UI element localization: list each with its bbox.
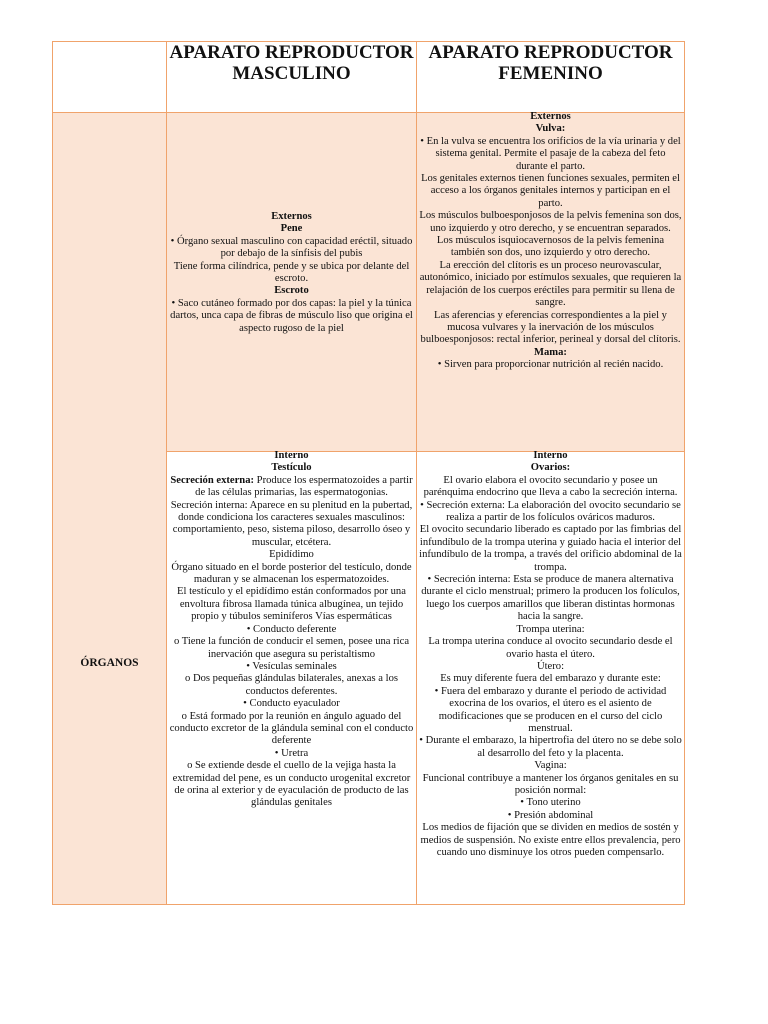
utero-title: Útero: [536, 660, 565, 672]
utero-bullet-2: • Durante el embarazo, la hipertrofia del útero no se debe solo al desarrollo del feto y la placenta. [419, 735, 682, 760]
mama-bullet: • Sirven para proporcionar nutrición al recién nacido. [419, 359, 682, 371]
female-internal-cell [417, 452, 685, 905]
male-external-cell [167, 113, 417, 452]
ovarios-title: Ovarios: [530, 462, 571, 474]
testiculo-title: Testículo [271, 462, 312, 474]
female-external-heading: Externos [530, 111, 571, 122]
deferente-title: • Conducto deferente [169, 624, 414, 636]
vagina-text: Funcional contribuye a mantener los órganos genitales en su posición normal: [422, 772, 679, 796]
epididimo-text: Órgano situado en el borde posterior del testículo, donde maduran y se almacenan los espermatozoides. [171, 561, 412, 586]
external-row [53, 113, 685, 452]
testiculo-epididimo-text: El testículo y el epidídimo están conformados por una envoltura fibrosa llamada túnica albugínea, un tejido propio y túbulos seminíferos Vías espermáticas [177, 586, 406, 623]
secrecion-externa-text: Produce los espermatozoides a partir de las células primarias, las espermatogonias. [195, 474, 413, 499]
ovarios-text: El ovario elabora el ovocito secundario y posee un parénquima endocrino que lleva a cabo la secreción interna. [423, 474, 678, 499]
escroto-bullet: • Saco cutáneo formado por dos capas: la piel y la túnica dartos, unca capa de fibras de músculo liso que origina el aspecto rugoso de la piel [169, 298, 414, 335]
female-external-cell [417, 113, 685, 452]
mama-title: Mama: [534, 346, 567, 358]
vulva-bullet: • En la vulva se encuentra los orificios de la vía urinaria y del sistema genital. Permite el pasaje de la cabeza del feto durante el parto. [419, 136, 682, 173]
header-male: APARATO REPRODUCTOR MASCULINO [167, 42, 417, 113]
pene-bullet: • Órgano sexual masculino con capacidad eréctil, situado por debajo de la sínfisis del pubis [169, 236, 414, 261]
trompa-text: La trompa uterina conduce al ovocito secundario desde el ovario hasta el útero. [428, 636, 673, 660]
pene-title: Pene [280, 223, 303, 235]
comparison-table-page [52, 41, 684, 903]
vagina-bullet-1: • Tono uterino [419, 797, 682, 809]
secrecion-interna-male: Secreción interna: Aparece en su plenitud en la pubertad, donde condiciona los caracteres sexuales masculinos: comportamiento, peso, sistema piloso, desarrollo óseo y muscular, etcétera. [170, 499, 413, 548]
eyaculador-text: o Está formado por la reunión en ángulo aguado del conducto excretor de la glándula seminal con el conducto deferente [169, 711, 414, 748]
ovocito-text: El ovocito secundario liberado es captado por las fimbrias del infundíbulo de la trompa uterina y guiado hacia el interior del infundíbulo de la trompa, a través del orificio abdominal de la trompa. [419, 524, 682, 573]
uretra-text: o Se extiende desde el cuello de la vejiga hasta la extremidad del pene, es un conducto urogenital excretor de orina al exterior y de eyaculación de producto de las glándulas genitales [169, 760, 414, 810]
deferente-text: o Tiene la función de conducir el semen, posee una rica inervación que asegura su peristaltismo [169, 636, 414, 661]
female-ext-paragraph-3: Los músculos isquiocavernosos de la pelvis femenina también son dos, uno izquierdo y otro derecho. [436, 235, 665, 259]
vulva-title: Vulva: [535, 123, 566, 135]
header-row [53, 42, 685, 113]
medios-fijacion-text: Los medios de fijación que se dividen en medios de sostén y medios de suspensión. No existe entre ellos prevalencia, pero cuando uno disminuye los otros pueden compensarlo. [420, 822, 681, 858]
header-female: APARATO REPRODUCTOR FEMENINO [417, 42, 685, 113]
header-blank-cell [53, 42, 167, 113]
vagina-bullet-2: • Presión abdominal [419, 810, 682, 822]
female-ext-paragraph-2: Los músculos bulboesponjosos de la pelvis femenina son dos, uno izquierdo y otro derecho, y se encuentran separados. [419, 210, 682, 234]
pene-text: Tiene forma cilíndrica, pende y se ubica por delante del escroto. [173, 260, 410, 284]
comparison-table [52, 41, 685, 905]
utero-text: Es muy diferente fuera del embarazo y durante este: [440, 673, 661, 685]
escroto-title: Escroto [274, 285, 309, 297]
female-ext-paragraph-5: Las aferencias y eferencias correspondientes a la piel y mucosa vulvares y la inervación de los músculos bulboesponjosos: rectal inferior, perineal y dorsal del clítoris. [420, 309, 681, 346]
uretra-title: • Uretra [169, 748, 414, 760]
female-ext-paragraph-4: La erección del clítoris es un proceso neurovascular, autonómico, iniciado por estímulos sexuales, que requieren la relajación de los cuerpos eréctiles para permitir su llena de sangre. [419, 259, 682, 309]
male-internal-heading: Interno [274, 450, 309, 461]
epididimo-title: Epidídimo [269, 549, 314, 561]
vesiculas-title: • Vesículas seminales [169, 661, 414, 673]
utero-bullet-1: • Fuera del embarazo y durante el periodo de actividad exocrina de los ovarios, el útero es el asiento de modificaciones que se producen en el curso del ciclo menstrual. [419, 686, 682, 736]
secrecion-externa-male [169, 475, 414, 500]
secrecion-externa-label: Secreción externa: [170, 474, 255, 486]
organos-label: ÓRGANOS [80, 656, 139, 669]
female-internal-heading: Interno [533, 450, 568, 461]
secrecion-externa-female: • Secreción externa: La elaboración del ovocito secundario se realiza a partir de los folículos ováricos maduros. [419, 500, 682, 525]
female-ext-paragraph-1: Los genitales externos tienen funciones sexuales, permiten el acceso a los órganos genitales internos y participan en el parto. [421, 173, 680, 209]
eyaculador-title: • Conducto eyaculador [169, 698, 414, 710]
vesiculas-text: o Dos pequeñas glándulas bilaterales, anexas a los conductos deferentes. [169, 673, 414, 698]
male-external-heading: Externos [271, 210, 312, 222]
secrecion-interna-female: • Secreción interna: Esta se produce de manera alternativa durante el ciclo menstrual; primero la producen los folículos, luego los cuerpos amarillos que liberan distintas hormonas hacia la sangre. [419, 574, 682, 624]
trompa-title: Trompa uterina: [516, 623, 585, 635]
male-internal-cell [167, 452, 417, 905]
vagina-title: Vagina: [534, 760, 567, 772]
organos-label-cell [53, 113, 167, 905]
